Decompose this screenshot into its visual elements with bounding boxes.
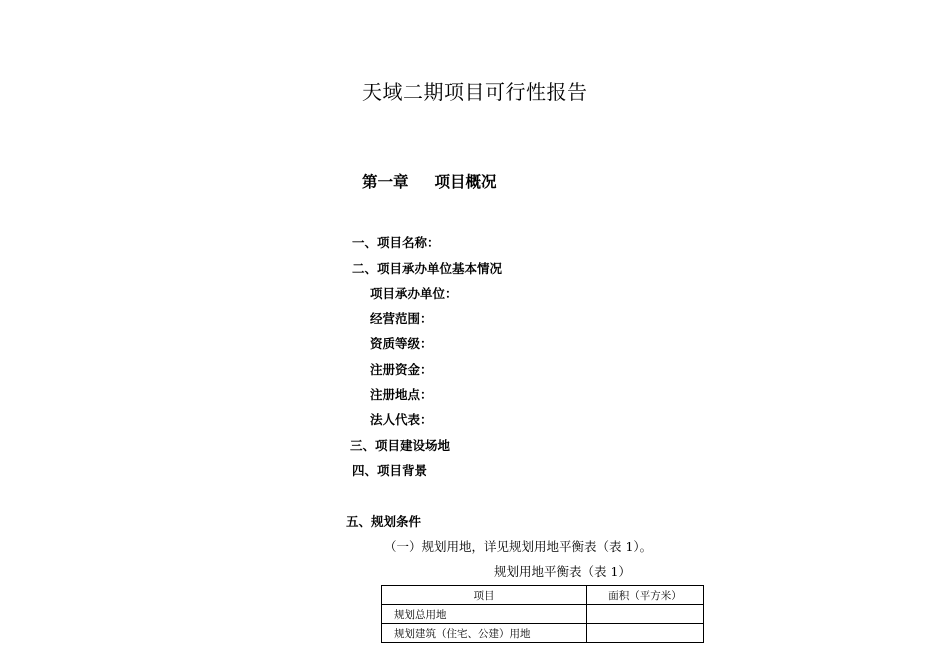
chapter-heading (362, 170, 497, 192)
chapter-number: 第一章 (362, 173, 409, 191)
field-qualification: 资质等级： (370, 336, 433, 351)
section-project-name: 一、项目名称： (352, 235, 440, 250)
table-cell-area (587, 605, 704, 624)
table-cell-item: 规划建筑（住宅、公建）用地 (382, 624, 587, 643)
table-row (382, 624, 704, 643)
document-title: 天域二期项目可行性报告 (362, 80, 588, 104)
field-business-scope: 经营范围： (370, 311, 433, 326)
table-header-area: 面积（平方米） (587, 586, 704, 605)
planning-paragraph: （一）规划用地，详见规划用地平衡表（表 1）。 (384, 539, 653, 554)
section-background: 四、项目背景 (352, 463, 428, 478)
land-balance-table (381, 585, 704, 643)
table-cell-area (587, 624, 704, 643)
chapter-name: 项目概况 (434, 173, 497, 191)
table-cell-item: 规划总用地 (382, 605, 587, 624)
table-header-item: 项目 (382, 586, 587, 605)
section-planning-conditions: 五、规划条件 (346, 514, 422, 529)
field-registered-address: 注册地点： (370, 387, 433, 402)
table-row (382, 605, 704, 624)
field-undertaking-unit: 项目承办单位： (370, 286, 458, 301)
field-legal-representative: 法人代表： (370, 412, 433, 427)
section-unit-info: 二、项目承办单位基本情况 (352, 261, 503, 276)
table-caption: 规划用地平衡表（表 1） (494, 564, 631, 579)
table-header-row (382, 586, 704, 605)
field-registered-capital: 注册资金： (370, 362, 433, 377)
section-construction-site: 三、项目建设场地 (350, 438, 451, 453)
